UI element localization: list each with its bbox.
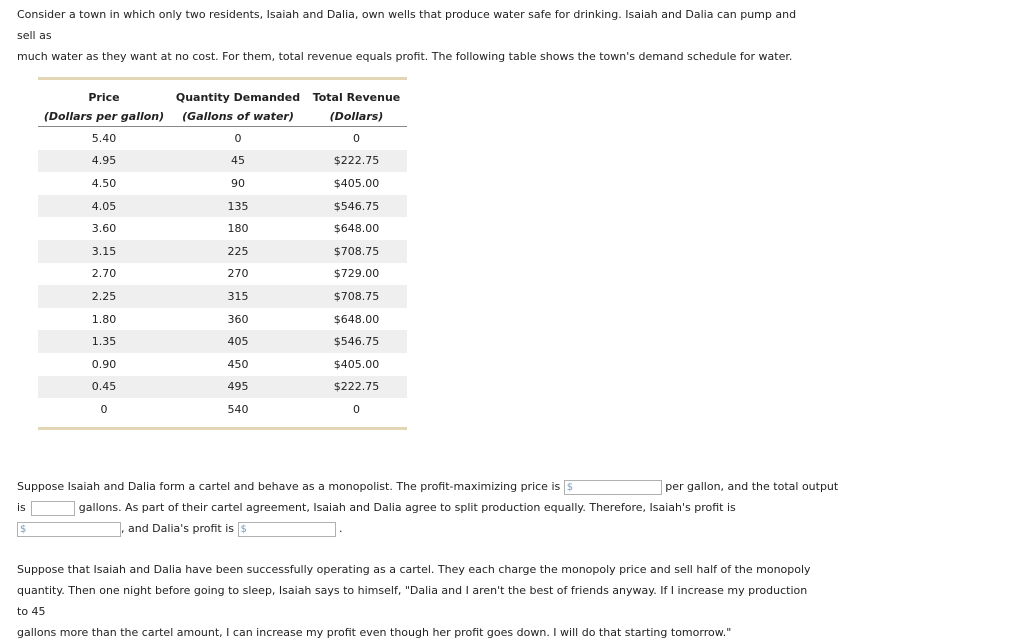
cell-quantity: 450 bbox=[227, 357, 249, 371]
cell-quantity: 180 bbox=[227, 222, 249, 236]
table-row bbox=[38, 127, 407, 150]
cell-quantity: 360 bbox=[227, 312, 249, 326]
header-revenue: Total Revenue bbox=[312, 91, 401, 104]
cell-price: 0.45 bbox=[38, 376, 170, 399]
cell-revenue: $546.75 bbox=[306, 195, 407, 218]
cell-price: 4.95 bbox=[38, 150, 170, 173]
cartel-text-4: gallons. As part of their cartel agreement, Isaiah and Dalia agree to split production equally. Therefore, Isaiah's profit is bbox=[78, 501, 736, 514]
demand-schedule-table bbox=[38, 77, 407, 430]
cell-revenue: 0 bbox=[353, 402, 360, 416]
cell-revenue: $648.00 bbox=[333, 312, 380, 326]
cell-revenue: $222.75 bbox=[306, 150, 407, 173]
cell-quantity: 45 bbox=[170, 150, 306, 173]
table-row bbox=[38, 172, 407, 195]
header-price-unit: (Dollars per gallon) bbox=[38, 107, 170, 127]
cartel-text-1: Suppose Isaiah and Dalia form a cartel and behave as a monopolist. The profit-maximizing price is bbox=[17, 480, 561, 493]
cartel-text-3: is bbox=[17, 501, 26, 514]
header-revenue-unit: (Dollars) bbox=[306, 107, 407, 127]
cell-price: 0.90 bbox=[91, 357, 117, 371]
cartel-question bbox=[17, 476, 839, 539]
cell-quantity: 270 bbox=[227, 267, 249, 281]
table-row bbox=[38, 398, 407, 421]
intro-line-2: much water as they want at no cost. For them, total revenue equals profit. The following table shows the town's demand schedule for water. bbox=[17, 50, 793, 63]
table-row bbox=[38, 217, 407, 240]
cartel-text-6: . bbox=[339, 522, 343, 535]
cell-revenue: $708.75 bbox=[306, 285, 407, 308]
cell-quantity: 405 bbox=[170, 330, 306, 353]
table-bottom-rule bbox=[38, 427, 407, 430]
price-input-prefix: $ bbox=[566, 481, 574, 493]
dalia-profit-prefix: $ bbox=[240, 523, 247, 535]
cell-revenue: $405.00 bbox=[333, 176, 380, 190]
cell-quantity: 315 bbox=[170, 285, 306, 308]
cell-quantity: 135 bbox=[170, 195, 306, 218]
cell-revenue: 0 bbox=[353, 131, 360, 145]
table-row bbox=[38, 330, 407, 353]
deviation-paragraph bbox=[17, 559, 817, 643]
table-row bbox=[38, 263, 407, 286]
cell-price: 0 bbox=[100, 402, 108, 416]
cell-revenue: $729.00 bbox=[333, 267, 380, 281]
cell-price: 4.05 bbox=[38, 195, 170, 218]
cell-quantity: 495 bbox=[170, 376, 306, 399]
dalia-profit-input[interactable] bbox=[238, 522, 336, 537]
header-price: Price bbox=[88, 91, 120, 104]
cell-quantity: 225 bbox=[170, 240, 306, 263]
cell-price: 1.80 bbox=[91, 312, 117, 326]
isaiah-profit-input[interactable] bbox=[17, 522, 121, 537]
table-row bbox=[38, 353, 407, 376]
cell-quantity: 90 bbox=[231, 176, 245, 190]
cell-price: 2.25 bbox=[38, 285, 170, 308]
table-row bbox=[38, 285, 407, 308]
intro-line-1: Consider a town in which only two residents, Isaiah and Dalia, own wells that produce water safe for drinking. Isaiah and Dalia can pump and sell as bbox=[17, 8, 797, 42]
cell-revenue: $648.00 bbox=[333, 222, 380, 236]
header-quantity-unit: (Gallons of water) bbox=[170, 107, 306, 127]
para3-line-3: gallons more than the cartel amount, I can increase my profit even though her profit goes down. I will do that starting tomorrow." bbox=[17, 626, 732, 639]
cartel-text-5: , and Dalia's profit is bbox=[121, 522, 235, 535]
cell-price: 3.15 bbox=[38, 240, 170, 263]
output-input[interactable] bbox=[31, 501, 75, 516]
cell-price: 1.35 bbox=[38, 330, 170, 353]
cell-price: 2.70 bbox=[91, 267, 117, 281]
price-input[interactable] bbox=[564, 480, 662, 495]
cell-revenue: $708.75 bbox=[306, 240, 407, 263]
cell-quantity: 540 bbox=[227, 402, 249, 416]
cell-revenue: $222.75 bbox=[306, 376, 407, 399]
header-quantity: Quantity Demanded bbox=[175, 91, 301, 104]
table-body bbox=[38, 127, 407, 421]
table-row bbox=[38, 150, 407, 173]
cell-revenue: $405.00 bbox=[333, 357, 380, 371]
cell-price: 3.60 bbox=[91, 222, 117, 236]
cell-price: 5.40 bbox=[91, 131, 117, 145]
cell-revenue: $546.75 bbox=[306, 330, 407, 353]
cartel-text-2: per gallon, and the total output bbox=[665, 480, 839, 493]
cell-quantity: 0 bbox=[234, 131, 242, 145]
para3-line-2: quantity. Then one night before going to sleep, Isaiah says to himself, "Dalia and I aren't the best of friends anyway. If I increase my production to 45 bbox=[17, 584, 808, 618]
table-row bbox=[38, 376, 407, 399]
table-row bbox=[38, 240, 407, 263]
para3-line-1: Suppose that Isaiah and Dalia have been successfully operating as a cartel. They each charge the monopoly price and sell half of the monopoly bbox=[17, 563, 811, 576]
isaiah-profit-prefix: $ bbox=[20, 523, 27, 535]
table-row bbox=[38, 308, 407, 331]
intro-paragraph bbox=[17, 4, 817, 67]
cell-price: 4.50 bbox=[91, 176, 117, 190]
table-row bbox=[38, 195, 407, 218]
